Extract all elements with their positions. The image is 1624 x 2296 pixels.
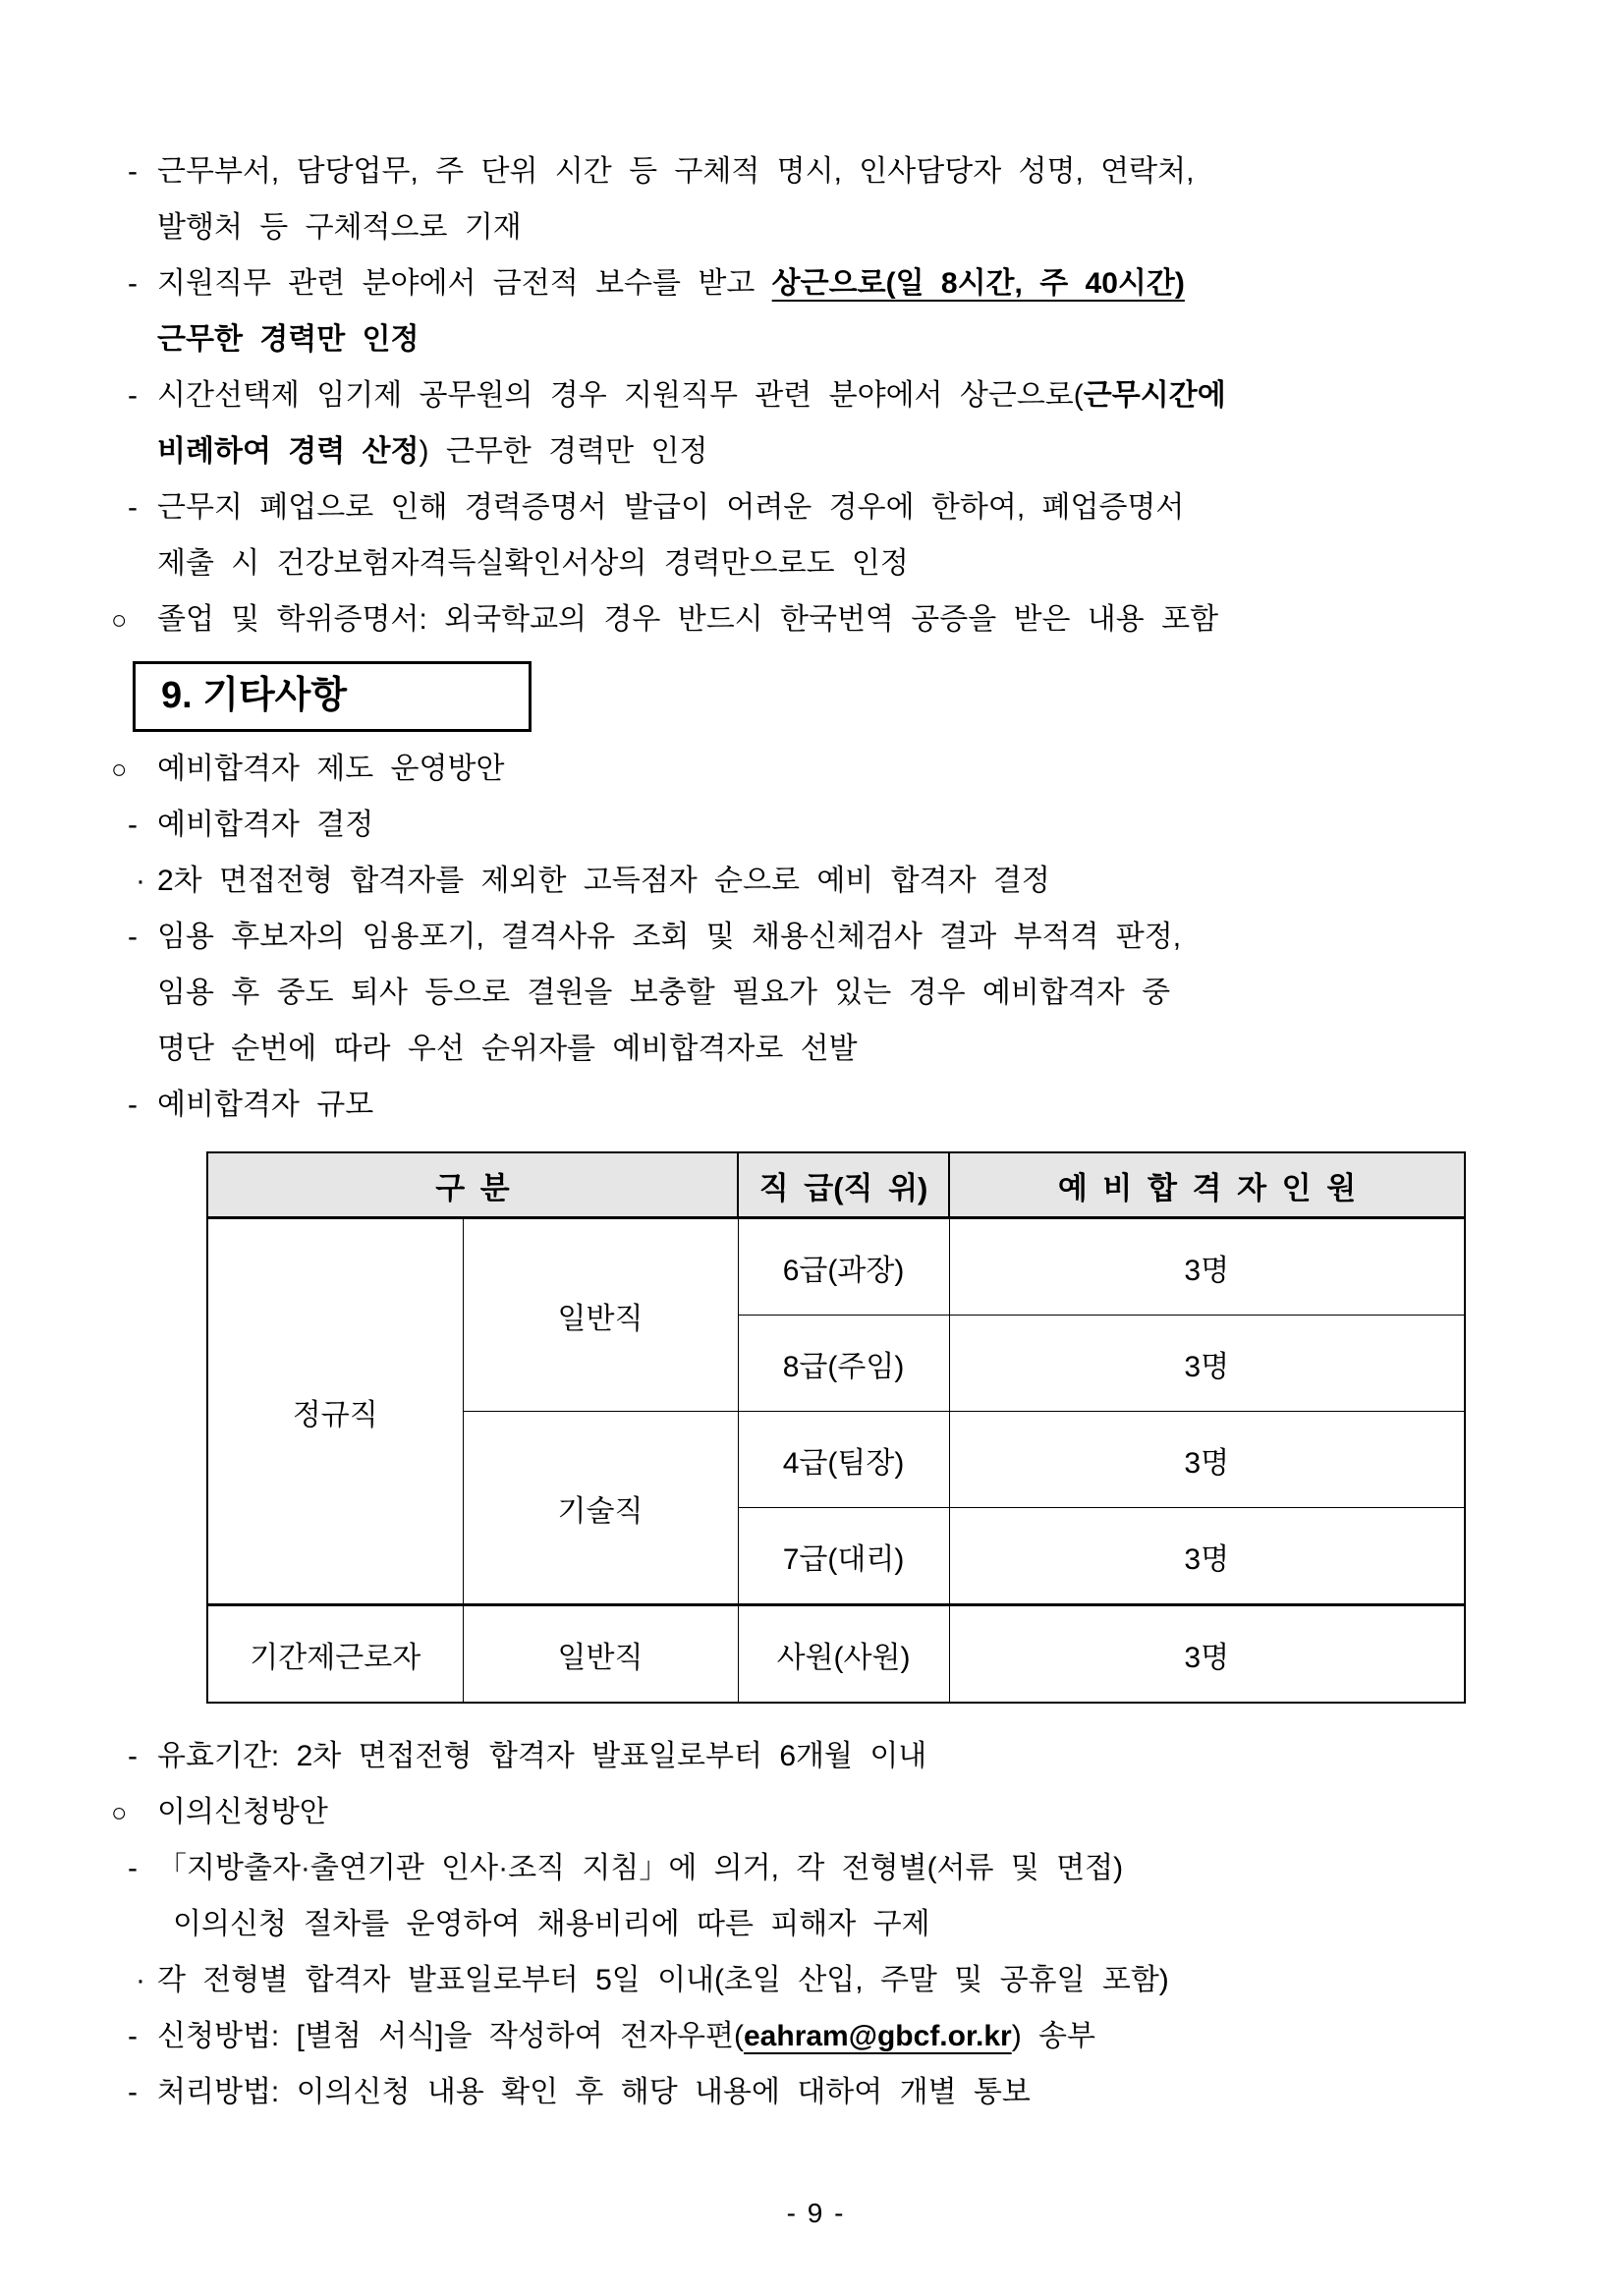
list-text: 예비합격자 결정 xyxy=(157,809,374,841)
dash-bullet: - xyxy=(128,921,138,953)
list-text: 유효기간: 2차 면접전형 합격자 발표일로부터 6개월 이내 xyxy=(157,1740,927,1772)
list-item xyxy=(128,2064,1506,2120)
list-text: 이의신청 절차를 운영하여 채용비리에 따른 피해자 구제 xyxy=(173,1908,930,1940)
list-item-continuation xyxy=(157,535,1506,591)
dash-bullet: - xyxy=(128,379,138,412)
list-item xyxy=(128,1728,1506,1784)
emphasized-text: 근무한 경력만 인정 xyxy=(157,323,420,356)
cell-count: 3명 xyxy=(949,1508,1465,1605)
dash-bullet: - xyxy=(128,155,138,188)
cell-jobtype-technical: 기술직 xyxy=(463,1412,738,1605)
list-text: 「지방출자·출연기관 인사·조직 지침」에 의거, 각 전형별(서류 및 면접) xyxy=(157,1852,1124,1884)
cell-rank: 4급(팀장) xyxy=(738,1412,949,1508)
emphasized-text: 근무시간에 xyxy=(1083,379,1226,412)
list-item xyxy=(128,367,1506,423)
list-text: 근무부서, 담당업무, 주 단위 시간 등 구체적 명시, 인사담당자 성명, 연락처, xyxy=(157,155,1195,188)
cell-group-regular: 정규직 xyxy=(207,1218,463,1605)
cell-count: 3명 xyxy=(949,1316,1465,1412)
cell-rank: 8급(주임) xyxy=(738,1316,949,1412)
list-text: 근무지 폐업으로 인해 경력증명서 발급이 어려운 경우에 한하여, 폐업증명서 xyxy=(157,491,1185,524)
dot-bullet: · xyxy=(136,865,145,897)
list-item-continuation xyxy=(157,1896,1506,1952)
cell-rank: 6급(과장) xyxy=(738,1218,949,1316)
list-item xyxy=(128,143,1506,199)
list-item xyxy=(136,1952,1506,2008)
list-item-continuation xyxy=(157,1021,1506,1077)
list-item xyxy=(128,909,1506,965)
dash-bullet: - xyxy=(128,491,138,524)
dash-bullet: - xyxy=(128,1852,138,1884)
list-text: 예비합격자 제도 운영방안 xyxy=(157,753,505,785)
section-title-box xyxy=(133,661,532,732)
list-item xyxy=(128,479,1506,535)
list-text: 명단 순번에 따라 우선 순위자를 예비합격자로 선발 xyxy=(157,1033,858,1065)
section-title: 9. 기타사항 xyxy=(161,675,348,716)
list-text: 임용 후보자의 임용포기, 결격사유 조회 및 채용신체검사 결과 부적격 판정, xyxy=(157,921,1182,953)
list-text: 제출 시 건강보험자격득실확인서상의 경력만으로도 인정 xyxy=(157,547,909,580)
list-text: 이의신청방안 xyxy=(157,1796,328,1828)
list-text: 발행처 등 구체적으로 기재 xyxy=(157,211,522,244)
reserve-candidate-table xyxy=(206,1151,1466,1704)
list-item xyxy=(128,255,1506,311)
list-text: 예비합격자 규모 xyxy=(157,1089,374,1121)
list-item xyxy=(111,591,1506,647)
list-item xyxy=(128,1840,1506,1896)
dash-bullet: - xyxy=(128,1089,138,1121)
cell-jobtype-general: 일반직 xyxy=(463,1218,738,1412)
cell-jobtype-general: 일반직 xyxy=(463,1605,738,1704)
list-item xyxy=(128,797,1506,853)
cell-rank: 7급(대리) xyxy=(738,1508,949,1605)
cell-rank: 사원(사원) xyxy=(738,1605,949,1704)
list-text: 2차 면접전형 합격자를 제외한 고득점자 순으로 예비 합격자 결정 xyxy=(157,865,1050,897)
page-number: - 9 - xyxy=(786,2198,844,2228)
list-item xyxy=(128,2008,1506,2064)
table-header-category: 구 분 xyxy=(207,1152,738,1218)
list-text: 지원직무 관련 분야에서 금전적 보수를 받고 xyxy=(157,267,772,300)
cell-group-fixed-term: 기간제근로자 xyxy=(207,1605,463,1704)
list-item-continuation xyxy=(157,423,1506,479)
cell-count: 3명 xyxy=(949,1412,1465,1508)
list-text: 시간선택제 임기제 공무원의 경우 지원직무 관련 분야에서 상근으로( xyxy=(157,379,1084,412)
table-header-count: 예 비 합 격 자 인 원 xyxy=(949,1152,1465,1218)
email-link[interactable]: eahram@gbcf.or.kr xyxy=(744,2020,1012,2052)
circle-bullet: ○ xyxy=(111,755,128,784)
dash-bullet: - xyxy=(128,267,138,300)
circle-bullet: ○ xyxy=(111,1798,128,1827)
list-item-continuation xyxy=(157,199,1506,255)
dot-bullet: · xyxy=(136,1964,145,1996)
cell-count: 3명 xyxy=(949,1605,1465,1704)
dash-bullet: - xyxy=(128,1740,138,1772)
table-row xyxy=(207,1218,1465,1316)
list-item xyxy=(111,741,1506,797)
table-row xyxy=(207,1605,1465,1704)
list-text: 졸업 및 학위증명서: 외국학교의 경우 반드시 한국번역 공증을 받은 내용 포함 xyxy=(157,603,1219,636)
table-header-row xyxy=(207,1152,1465,1218)
list-text: 처리방법: 이의신청 내용 확인 후 해당 내용에 대하여 개별 통보 xyxy=(157,2076,1031,2108)
dash-bullet: - xyxy=(128,2020,138,2052)
dash-bullet: - xyxy=(128,809,138,841)
dash-bullet: - xyxy=(128,2076,138,2108)
list-item-continuation xyxy=(157,965,1506,1021)
list-item xyxy=(136,853,1506,909)
cell-count: 3명 xyxy=(949,1218,1465,1316)
list-item-continuation xyxy=(157,311,1506,367)
list-text: 각 전형별 합격자 발표일로부터 5일 이내(초일 산입, 주말 및 공휴일 포함) xyxy=(157,1964,1169,1996)
list-text: 임용 후 중도 퇴사 등으로 결원을 보충할 필요가 있는 경우 예비합격자 중 xyxy=(157,977,1171,1009)
list-text: ) 근무한 경력만 인정 xyxy=(419,435,708,468)
emphasized-text: 비례하여 경력 산정 xyxy=(157,435,420,468)
list-item xyxy=(128,1077,1506,1133)
list-text: ) 송부 xyxy=(1011,2020,1095,2052)
table-header-rank: 직 급(직 위) xyxy=(738,1152,949,1218)
circle-bullet: ○ xyxy=(111,605,128,635)
list-item xyxy=(111,1784,1506,1840)
list-text: 신청방법: [별첨 서식]을 작성하여 전자우편( xyxy=(157,2020,744,2052)
emphasized-text: 상근으로(일 8시간, 주 40시간) xyxy=(771,267,1185,300)
